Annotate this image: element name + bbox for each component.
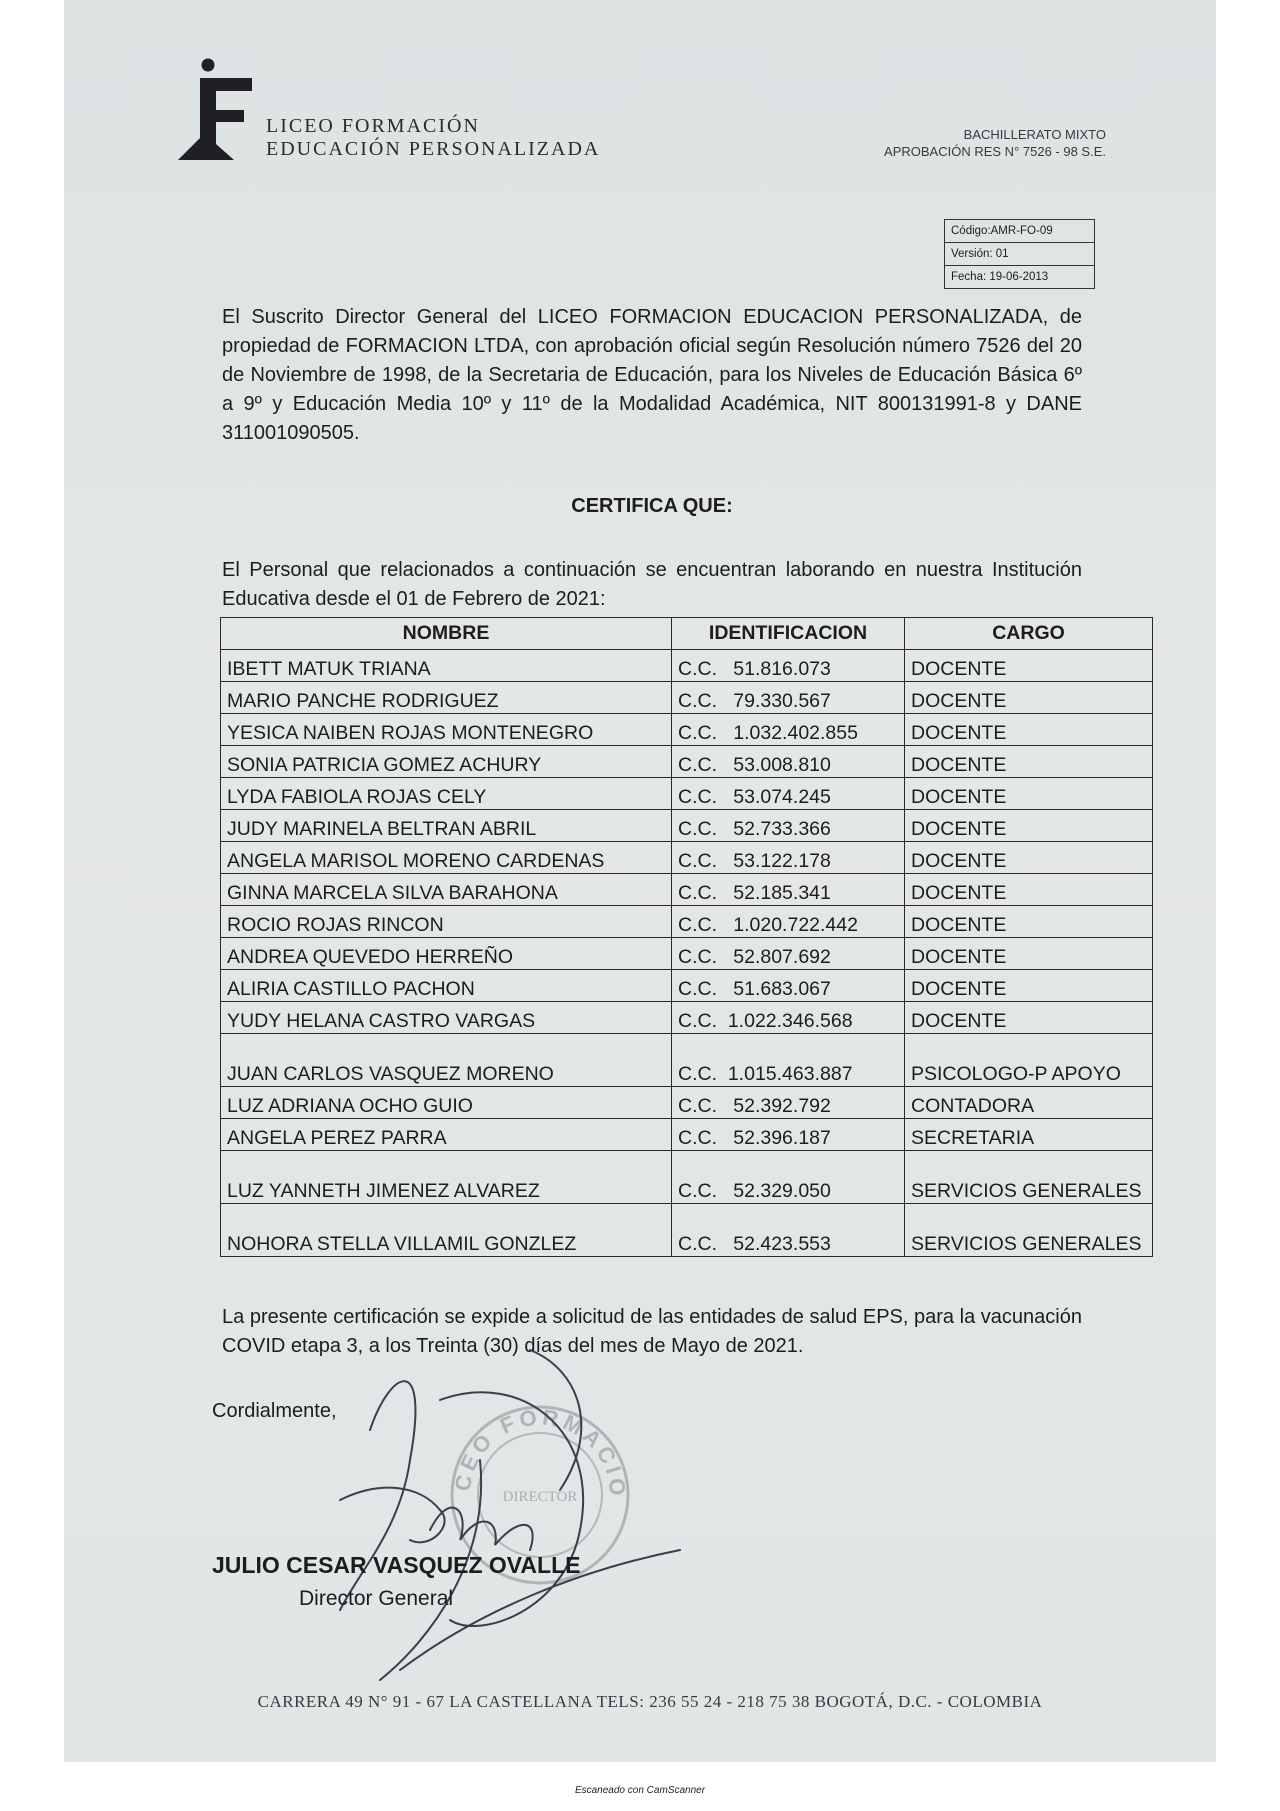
- table-row: [221, 1087, 1153, 1119]
- staff-id-cell: C.C. 51.816.073: [672, 650, 905, 682]
- stamp-center-text: DIRECTOR: [502, 1489, 578, 1505]
- staff-name-cell: ANGELA PEREZ PARRA: [221, 1119, 672, 1151]
- staff-name-cell: LYDA FABIOLA ROJAS CELY: [221, 778, 672, 810]
- staff-id-cell: C.C. 53.008.810: [672, 746, 905, 778]
- institution-name: LICEO FORMACIÓN EDUCACIÓN PERSONALIZADA: [266, 115, 601, 160]
- address-footer: CARRERA 49 N° 91 - 67 LA CASTELLANA TELS: 236 55 24 - 218 75 38 BOGOTÁ, D.C. - COLOMBIA: [257, 1692, 1043, 1711]
- staff-role-cell: DOCENTE: [905, 682, 1153, 714]
- staff-name-cell: SONIA PATRICIA GOMEZ ACHURY: [221, 746, 672, 778]
- table-header-row: [221, 618, 1153, 650]
- staff-name-cell: GINNA MARCELA SILVA BARAHONA: [221, 874, 672, 906]
- staff-id-cell: C.C. 52.733.366: [672, 810, 905, 842]
- staff-name-cell: LUZ ADRIANA OCHO GUIO: [221, 1087, 672, 1119]
- signer-name: JULIO CESAR VASQUEZ OVALLE: [212, 1552, 581, 1578]
- stamp-ring-text: CEO FORMACIO: [449, 1404, 631, 1501]
- closing-paragraph: La presente certificación se expide a solicitud de las entidades de salud EPS, para la vacunación COVID etapa 3, a los Treinta (30) días del mes de Mayo de 2021.: [222, 1306, 1082, 1357]
- staff-name-cell: MARIO PANCHE RODRIGUEZ: [221, 682, 672, 714]
- table-row: [221, 970, 1153, 1002]
- intro-paragraph: El Suscrito Director General del LICEO FORMACION EDUCACION PERSONALIZADA, de propiedad de FORMACION LTDA, con aprobación oficial según Resolución número 7526 del 20 de Noviembre de 1998, de la Secretaria de Educación, para los Niveles de Educación Básica 6º a 9º y Educación Media 10º y 11º de la Modalidad Académica, NIT 800131991-8 y DANE 311001090505.: [222, 306, 1082, 444]
- table-row: [221, 778, 1153, 810]
- staff-role-cell: DOCENTE: [905, 938, 1153, 970]
- table-row: [221, 1151, 1153, 1204]
- staff-role-cell: SERVICIOS GENERALES: [905, 1204, 1153, 1257]
- table-row: [221, 810, 1153, 842]
- handwritten-signature: [280, 1310, 700, 1690]
- personal-paragraph: El Personal que relacionados a continuación se encuentran laborando en nuestra Institución Educativa desde el 01 de Febrero de 2021:: [222, 559, 1082, 610]
- staff-table: [220, 617, 1153, 1257]
- col-nombre: NOMBRE: [221, 618, 672, 650]
- staff-role-cell: DOCENTE: [905, 1002, 1153, 1034]
- table-row: [221, 682, 1153, 714]
- table-row: [221, 714, 1153, 746]
- table-row: [221, 746, 1153, 778]
- staff-role-cell: DOCENTE: [905, 778, 1153, 810]
- staff-role-cell: SERVICIOS GENERALES: [905, 1151, 1153, 1204]
- staff-id-cell: C.C. 52.396.187: [672, 1119, 905, 1151]
- staff-id-cell: C.C. 79.330.567: [672, 682, 905, 714]
- col-cargo: CARGO: [905, 618, 1153, 650]
- staff-id-cell: C.C. 52.185.341: [672, 874, 905, 906]
- staff-role-cell: DOCENTE: [905, 842, 1153, 874]
- document-code-box: Código:AMR-FO-09 Versión: 01 Fecha: 19-06-2013: [944, 219, 1095, 289]
- salutation: Cordialmente,: [212, 1400, 337, 1422]
- staff-id-cell: C.C. 52.423.553: [672, 1204, 905, 1257]
- staff-name-cell: NOHORA STELLA VILLAMIL GONZLEZ: [221, 1204, 672, 1257]
- staff-role-cell: DOCENTE: [905, 746, 1153, 778]
- approval-info: BACHILLERATO MIXTO APROBACIÓN RES N° 7526 - 98 S.E.: [884, 127, 1106, 159]
- staff-role-cell: PSICOLOGO-P APOYO: [905, 1034, 1153, 1087]
- signer-title: Director General: [299, 1587, 454, 1610]
- staff-name-cell: JUDY MARINELA BELTRAN ABRIL: [221, 810, 672, 842]
- staff-name-cell: ANDREA QUEVEDO HERREÑO: [221, 938, 672, 970]
- staff-id-cell: C.C. 1.022.346.568: [672, 1002, 905, 1034]
- staff-id-cell: C.C. 1.020.722.442: [672, 906, 905, 938]
- staff-name-cell: ROCIO ROJAS RINCON: [221, 906, 672, 938]
- table-row: [221, 650, 1153, 682]
- table-row: [221, 906, 1153, 938]
- staff-id-cell: C.C. 52.392.792: [672, 1087, 905, 1119]
- table-row: [221, 874, 1153, 906]
- staff-name-cell: IBETT MATUK TRIANA: [221, 650, 672, 682]
- staff-id-cell: C.C. 52.329.050: [672, 1151, 905, 1204]
- scanner-watermark: Escaneado con CamScanner: [574, 1785, 706, 1796]
- col-identificacion: IDENTIFICACION: [672, 618, 905, 650]
- staff-id-cell: C.C. 52.807.692: [672, 938, 905, 970]
- staff-role-cell: DOCENTE: [905, 906, 1153, 938]
- table-row: [221, 842, 1153, 874]
- staff-role-cell: SECRETARIA: [905, 1119, 1153, 1151]
- staff-id-cell: C.C. 1.015.463.887: [672, 1034, 905, 1087]
- table-row: [221, 1119, 1153, 1151]
- staff-name-cell: YESICA NAIBEN ROJAS MONTENEGRO: [221, 714, 672, 746]
- staff-role-cell: DOCENTE: [905, 970, 1153, 1002]
- staff-name-cell: LUZ YANNETH JIMENEZ ALVAREZ: [221, 1151, 672, 1204]
- staff-role-cell: DOCENTE: [905, 650, 1153, 682]
- staff-role-cell: DOCENTE: [905, 874, 1153, 906]
- staff-name-cell: ALIRIA CASTILLO PACHON: [221, 970, 672, 1002]
- staff-name-cell: JUAN CARLOS VASQUEZ MORENO: [221, 1034, 672, 1087]
- staff-name-cell: ANGELA MARISOL MORENO CARDENAS: [221, 842, 672, 874]
- staff-role-cell: CONTADORA: [905, 1087, 1153, 1119]
- table-row: [221, 1204, 1153, 1257]
- institution-logo: [178, 58, 258, 162]
- staff-id-cell: C.C. 1.032.402.855: [672, 714, 905, 746]
- certifica-heading: CERTIFICA QUE:: [571, 495, 733, 517]
- table-row: [221, 1002, 1153, 1034]
- staff-id-cell: C.C. 53.122.178: [672, 842, 905, 874]
- staff-id-cell: C.C. 51.683.067: [672, 970, 905, 1002]
- table-row: [221, 1034, 1153, 1087]
- staff-role-cell: DOCENTE: [905, 810, 1153, 842]
- table-row: [221, 938, 1153, 970]
- staff-name-cell: YUDY HELANA CASTRO VARGAS: [221, 1002, 672, 1034]
- staff-role-cell: DOCENTE: [905, 714, 1153, 746]
- staff-id-cell: C.C. 53.074.245: [672, 778, 905, 810]
